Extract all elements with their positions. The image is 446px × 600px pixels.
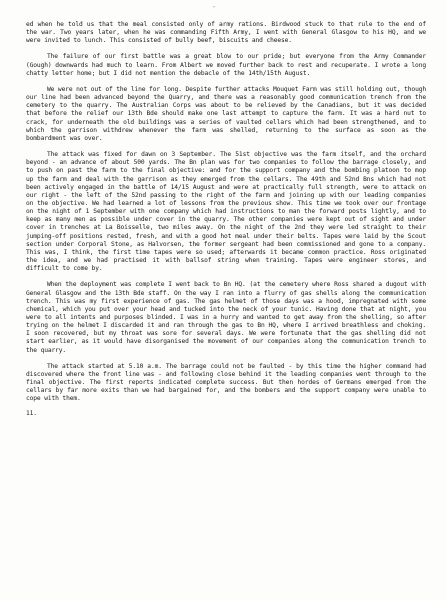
paragraph-gas-shells: When the deployment was complete I went back to Bn HQ. (at the cemetery where Ross shared a dugout with General Glasgow and the 13th Bde staff. On the way I ran into a flurry of gas shells along the communication trench. This was my first experience of gas. The gas helmet of those days was a hood, impregnated with some chemical, which you put over your head and tucked into the neck of your tunic. Having done that at night, you were to all intents and purposes blinded. I was in a hurry and wanted to get away from the shelling, so after trying on the helmet I discarded it and ran through the gas to Bn HQ, where I arrived breathless and choking. I soon recovered, but my throat was sore for several days. We were fortunate that the gas shelling did not start earlier, as it would have disorganised the movement of our companies along the communication trench to the quarry. <box>26 281 426 354</box>
paragraph-mouquet-farm: We were not out of the line for long. Despite further attacks Mouquet Farm was still holding out, though our line had been advanced beyond the Quarry, and there was a reasonably good communication trench from the cemetery to the quarry. The Australian Corps was about to be relieved by the Canadians, but it was decided that before the relief our 13th Bde should make one last attempt to capture the farm. It was a hard nut to crack, for underneath the old buildings was a series of vaulted cellars which had been strengthened, and to which the garrison withdrew whenever the farm was shelled, returning to the surface as soon as the bombardment was over. <box>26 85 426 142</box>
paragraph-gap <box>26 143 426 151</box>
paragraph-attack-start: The attack started at 5.10 a.m. The barrage could not be faulted - by this time the higher command had discovered where the front line was - and following close behind it the leading companies went through to the final objective. The first reports indicated complete success. But then hordes of Germans emerged from the cellars by far more exits than we had bargained for, and the bombers and the support company were unable to cope with them. <box>26 362 426 403</box>
paragraph-first-battle-failure: The failure of our first battle was a great blow to our pride; but everyone from the Army Commander (Gough) downwards had much to learn. From Albert we moved further back to rest and recuperate. I wrote a long chatty letter home; but I did not mention the debacle of the 14th/15th August. <box>26 53 426 77</box>
paragraph-gap <box>26 45 426 53</box>
paragraph-birdwood-rations: ed when he told us that the meal consisted only of army rations. Birdwood stuck to that rule to the end of the war. Two years later, when he was commanding Fifth Army, I went with General Glasgow to his HQ, and we were invited to lunch. This consisted of bully beef, biscuits and cheese. <box>26 21 426 45</box>
paragraph-gap <box>26 273 426 281</box>
page-number: 11. <box>26 409 37 417</box>
corner-mark: ¨ <box>212 6 216 13</box>
paragraph-attack-plan: The attack was fixed for dawn on 3 September. The 51st objective was the farm itself, and the orchard beyond - an advance of about 500 yards. The Bn plan was for two companies to follow the barrage closely, and to push on past the farm to the final objective: and for the support company and the bombing platoon to mop up the farm and deal with the garrison as they emerged from the cellars. The 49th and 52nd Bns which had not been actively engaged in the battle of 14/15 August and were at practically full strength, were to attack on our right - the left of the 52nd passing to the right of the farm and joining up with our leading companies on the objective. We had learned a lot of lessons from the previous show. This time we took over our frontage on the night of 1 September with one company which had instructions to man the forward posts lightly, and to keep as many men as possible under cover in the quarry. The other companies were kept out of sight and under cover in trenches at La Boisselle, two miles away. On the night of the 2nd they were led straight to their jumping-off positions rested, fresh, and with a good hot meal under their belts. Tapes were laid by the Scout section under Corporal Stone, as Halvorsen, the former sergeant had been commissioned and gone to a company. This was, I think, the first time tapes were so used; afterwards it became common practice. Ross originated the idea, and we had practised it with ballsof string when training. Tapes were engineer stores, and difficult to come by. <box>26 151 426 273</box>
paragraph-gap <box>26 78 426 86</box>
paragraph-gap <box>26 355 426 363</box>
